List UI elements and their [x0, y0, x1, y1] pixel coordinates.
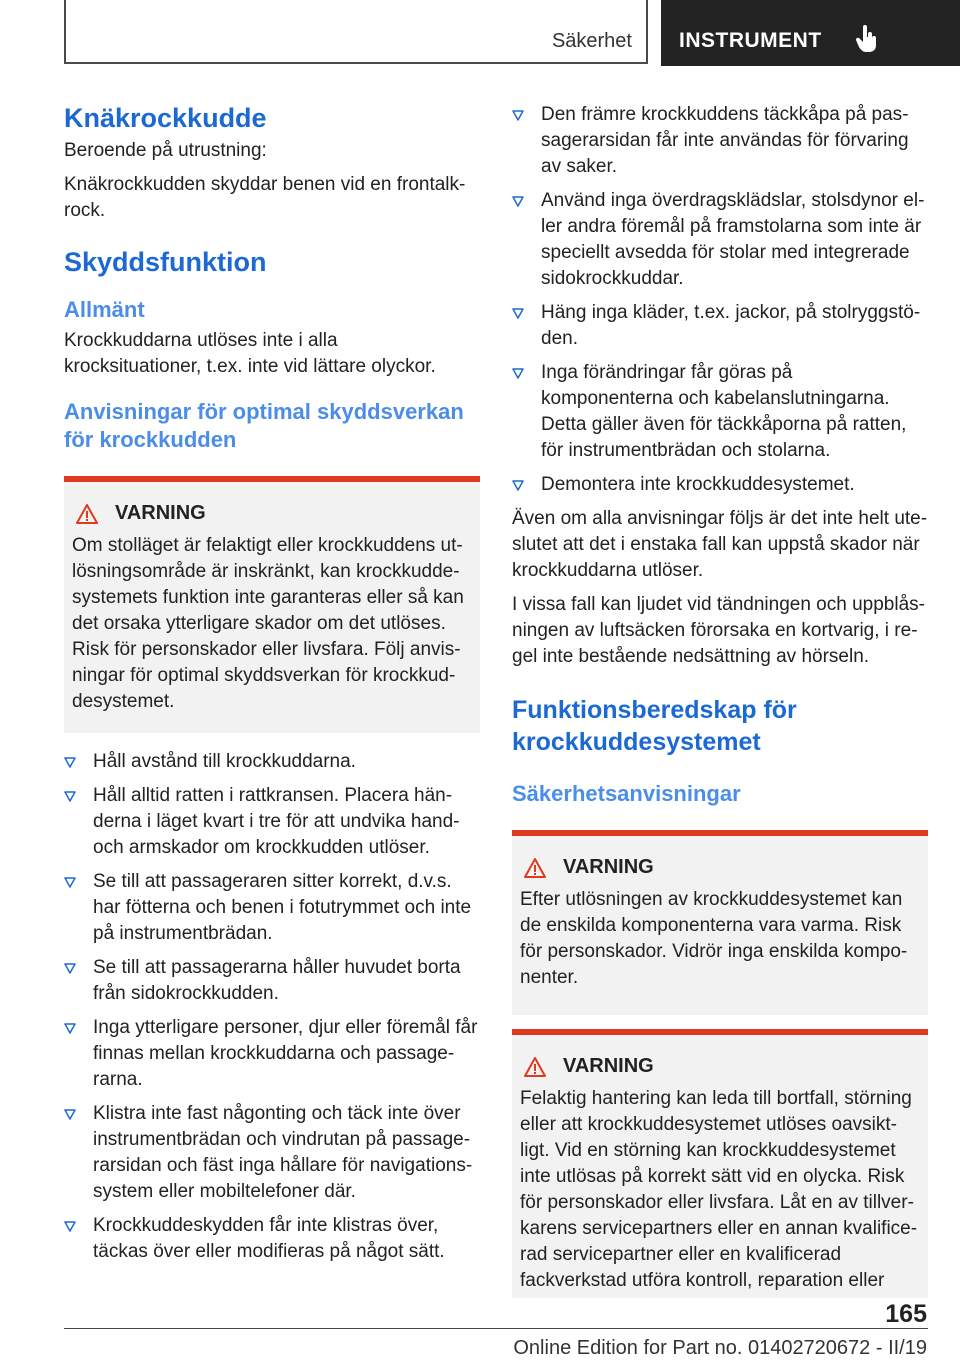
left-bullet-list: [64, 749, 480, 1265]
list-item: Krockkuddeskydden får inte klistras över, täckas över eller modifieras på något sätt.: [64, 1213, 480, 1265]
triangle-bullet-icon: [64, 877, 76, 888]
warning-triangle-icon: [523, 1056, 547, 1078]
heading-skyddsfunktion: Skyddsfunktion: [64, 247, 267, 277]
footer-edition: Online Edition for Part no. 01402720672 - II/19: [513, 1337, 927, 1359]
paragraph-allmant: Krockkuddarna utlöses inte i alla krocksituationer, t.ex. inte vid lättare olyckor.: [64, 330, 436, 377]
warning-text: Felaktig hantering kan leda till bortfall, störning eller att krockkuddesystemet utlöses oavsiktligt. Vid en störning kan krockkuddesystemet inte utlösas på korrekt sätt vid en olycka. Risk för personskador eller livsfara. Låt en av tillverkarens servicepartners eller en annan kvalificerad servicepartner eller en kvalificerad fackverkstad utföra kontroll, reparation eller: [520, 1088, 918, 1291]
list-item: Använd inga överdragsklädslar, stolsdynor eller andra föremål på framstolarna som inte är speciellt avsedda för stolar med integrerade sidokrockkuddar.: [512, 188, 928, 292]
list-item: Den främre krockkuddens täckkåpa på passagerarsidan får inte användas för förvaring av saker.: [512, 102, 928, 180]
list-item: Håll alltid ratten i rattkransen. Placera händerna i läget kvart i tre för att undvika hand- och armskador om krockkudden utlöser.: [64, 783, 480, 861]
page-header: [64, 0, 960, 66]
triangle-bullet-icon: [64, 1023, 76, 1034]
warning-triangle-icon: [75, 503, 99, 525]
warning-title: VARNING: [563, 856, 654, 878]
list-item: Inga förändringar får göras på komponenterna och kabelanslutningarna. Detta gäller även för täckkåporna på ratten, för instrumentbrädan och stolarna.: [512, 360, 928, 464]
list-item: Klistra inte fast någonting och täck inte över instrumentbrädan och vindrutan på passagerarsidan och fäst inga hållare för navigationssystem eller mobiltelefoner där.: [64, 1101, 480, 1205]
heading-allmant: Allmänt: [64, 297, 145, 322]
hand-pointer-icon: [855, 25, 879, 53]
heading-anvisningar: Anvisningar för optimal skyddsverkan för krockkudden: [64, 399, 464, 452]
triangle-bullet-icon: [64, 963, 76, 974]
right-column: [512, 102, 928, 1298]
warning-triangle-icon: [523, 857, 547, 879]
warning-title: VARNING: [115, 502, 206, 524]
triangle-bullet-icon: [512, 308, 524, 319]
triangle-bullet-icon: [64, 757, 76, 768]
paragraph-equipment: Beroende på utrustning:: [64, 140, 267, 161]
warning-box: [512, 1029, 928, 1298]
list-item: Inga ytterligare personer, djur eller föremål får finnas mellan krockkuddarna och passagerarna.: [64, 1015, 480, 1093]
triangle-bullet-icon: [512, 196, 524, 207]
list-item: Se till att passageraren sitter korrekt, d.v.s. har fötterna och benen i fotutrymmet och inte på instrumentbrädan.: [64, 869, 480, 947]
triangle-bullet-icon: [512, 110, 524, 121]
warning-title: VARNING: [563, 1055, 654, 1077]
paragraph-residual-risk: Även om alla anvisningar följs är det inte helt uteslutet att det i enstaka fall kan uppstå skador när krockkuddarna utlöser.: [512, 508, 928, 581]
triangle-bullet-icon: [512, 368, 524, 379]
warning-box: [512, 830, 928, 1015]
list-item: Se till att passagerarna håller huvudet borta från sidokrockkudden.: [64, 955, 480, 1007]
triangle-bullet-icon: [64, 791, 76, 802]
left-column: [64, 100, 480, 1265]
list-item: Häng inga kläder, t.ex. jackor, på stolryggstöden.: [512, 300, 928, 352]
section-tab[interactable]: [64, 0, 648, 64]
footer-divider: [64, 1328, 928, 1329]
triangle-bullet-icon: [64, 1109, 76, 1120]
paragraph-hearing: I vissa fall kan ljudet vid tändningen och uppblåsningen av luftsäcken förorsaka en kortvarig, i regel inte bestående nedsättning av hörseln.: [512, 594, 925, 667]
chapter-tab[interactable]: [661, 0, 960, 66]
section-title: Säkerhet: [551, 30, 632, 52]
right-bullet-list: [512, 102, 928, 498]
list-item: Håll avstånd till krockkuddarna.: [64, 749, 480, 775]
warning-box: [64, 476, 480, 733]
page-number: 165: [885, 1300, 927, 1328]
triangle-bullet-icon: [64, 1221, 76, 1232]
heading-knakrockkudde: Knäkrockkudde: [64, 103, 267, 133]
heading-funktionsberedskap: Funktionsberedskap för krockkuddesystemet: [512, 696, 797, 756]
warning-text: Efter utlösningen av krockkuddesystemet kan de enskilda komponenterna vara varma. Risk för personskador. Vidrör inga enskilda komponenter.: [520, 889, 908, 988]
warning-text: Om stolläget är felaktigt eller krockkuddens utlösningsområde är inskränkt, kan krockkuddesystemets funktion inte garanteras eller så kan det orsaka ytterligare skador om det utlöses. Risk för personskador eller livsfara. Följ anvisningar för optimal skyddsverkan för krockkuddesystemet.: [72, 535, 464, 712]
paragraph-knee-airbag: Knäkrockkudden skyddar benen vid en frontalkrock.: [64, 174, 466, 221]
list-item: Demontera inte krockkuddesystemet.: [512, 472, 928, 498]
triangle-bullet-icon: [512, 480, 524, 491]
chapter-title: INSTRUMENT: [679, 29, 822, 52]
heading-sakerhetsanvisningar: Säkerhetsanvisningar: [512, 781, 741, 806]
